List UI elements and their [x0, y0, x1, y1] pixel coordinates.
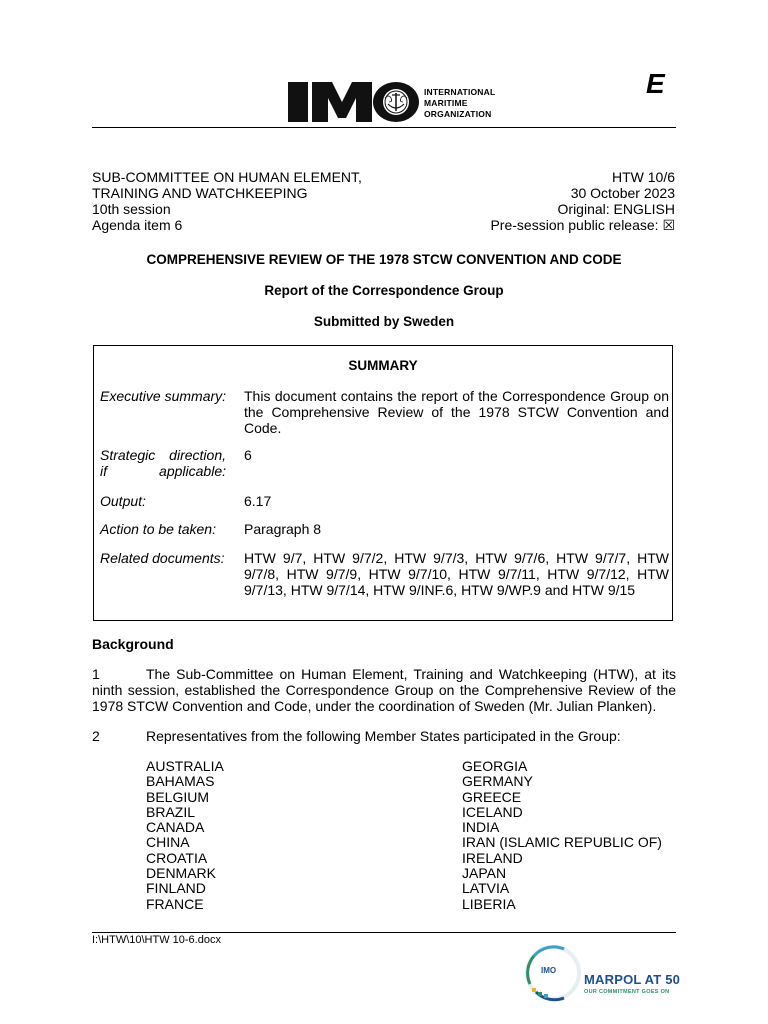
doc-meta-block: [490, 169, 675, 233]
country-item: FRANCE: [146, 895, 204, 912]
paragraph-2: [92, 728, 621, 744]
summary-box: [93, 345, 673, 621]
country-item: LIBERIA: [462, 895, 516, 912]
country-item: BAHAMAS: [146, 773, 215, 790]
summary-label: Action to be taken:: [100, 521, 216, 537]
committee-name-cont: TRAINING AND WATCHKEEPING: [92, 185, 308, 201]
country-item: ICELAND: [462, 803, 523, 820]
summary-label: Output:: [100, 493, 146, 509]
marpol-title: MARPOL AT 50: [584, 972, 681, 987]
paragraph-text: Representatives from the following Member States participated in the Group:: [146, 728, 621, 744]
session: 10th session: [92, 201, 171, 217]
country-item: GREECE: [462, 788, 522, 805]
country-item: LATVIA: [462, 880, 510, 897]
summary-value: 6.17: [244, 493, 272, 509]
marpol-imo-mark: IMO: [541, 966, 557, 975]
committee-block: [92, 169, 362, 233]
country-item: FINLAND: [146, 880, 206, 897]
footer-rule: [92, 932, 676, 933]
country-list-left: [146, 759, 224, 912]
summary-label: Executive summary:: [100, 388, 227, 404]
original-language: Original: ENGLISH: [557, 201, 675, 217]
country-item: BRAZIL: [146, 803, 196, 820]
country-item: AUSTRALIA: [146, 758, 224, 774]
summary-label: Related documents:: [100, 550, 225, 566]
country-item: DENMARK: [146, 865, 217, 882]
org-name-line: INTERNATIONAL: [424, 87, 496, 97]
summary-value: Paragraph 8: [244, 521, 322, 537]
imo-emblem-icon: [286, 80, 420, 124]
summary-label-text: Strategic direction, if applicable:: [100, 447, 226, 479]
summary-value: HTW 9/7, HTW 9/7/2, HTW 9/7/3, HTW 9/7/6, HTW 9/7/7, HTW 9/7/8, HTW 9/7/9, HTW 9/7/10, HTW 9/7/11, HTW 9/7/12, HTW 9/7/13, HTW 9/7/14, HTW 9/INF.6, HTW 9/WP.9 and HTW 9/15: [244, 550, 669, 598]
org-name: [424, 87, 495, 120]
org-name-line: ORGANIZATION: [424, 109, 492, 119]
doc-symbol: HTW 10/6: [611, 169, 675, 185]
agenda-item: Agenda item 6: [92, 217, 183, 233]
paragraph-text: The Sub-Committee on Human Element, Training and Watchkeeping (HTW), at its ninth session, established the Correspondence Group on the Comprehensive Review of the 1978 STCW Convention and Code, under the coordination of Sweden (Mr. Julian Planken).: [92, 666, 676, 714]
country-item: BELGIUM: [146, 788, 210, 805]
country-item: INDIA: [462, 819, 500, 836]
country-item: CROATIA: [146, 849, 208, 866]
summary-value: 6: [244, 447, 252, 463]
org-name-line: MARITIME: [424, 98, 468, 108]
country-item: GEORGIA: [462, 758, 528, 774]
country-item: GERMANY: [462, 773, 533, 790]
paragraph-number: 2: [92, 728, 100, 744]
doc-date: 30 October 2023: [570, 185, 675, 201]
marpol-badge: [512, 938, 682, 1006]
release-status: Pre-session public release: ☒: [490, 217, 675, 233]
country-list-right: [462, 759, 662, 912]
language-tag: E: [646, 68, 665, 99]
committee-name: SUB-COMMITTEE ON HUMAN ELEMENT,: [92, 169, 362, 185]
country-item: CHINA: [146, 834, 190, 851]
document-subtitle: Report of the Correspondence Group: [264, 283, 504, 298]
marpol-subtitle: OUR COMMITMENT GOES ON: [584, 989, 670, 995]
summary-label: [100, 447, 226, 479]
country-item: IRAN (ISLAMIC REPUBLIC OF): [462, 834, 662, 851]
section-heading: Background: [92, 636, 174, 652]
file-path: I:\HTW\10\HTW 10-6.docx: [92, 934, 221, 946]
document-title: COMPREHENSIVE REVIEW OF THE 1978 STCW CONVENTION AND CODE: [146, 252, 622, 267]
paragraph-1: [92, 666, 676, 714]
summary-value: This document contains the report of the Correspondence Group on the Comprehensive Review of the 1978 STCW Convention and Code.: [244, 388, 669, 436]
paragraph-number: 1: [92, 666, 100, 682]
country-item: JAPAN: [462, 865, 507, 882]
submitted-by: Submitted by Sweden: [313, 314, 455, 329]
country-item: CANADA: [146, 819, 205, 836]
country-item: IRELAND: [462, 849, 523, 866]
summary-heading: SUMMARY: [348, 358, 418, 373]
imo-logo: [286, 80, 516, 126]
header-rule: [92, 127, 676, 128]
